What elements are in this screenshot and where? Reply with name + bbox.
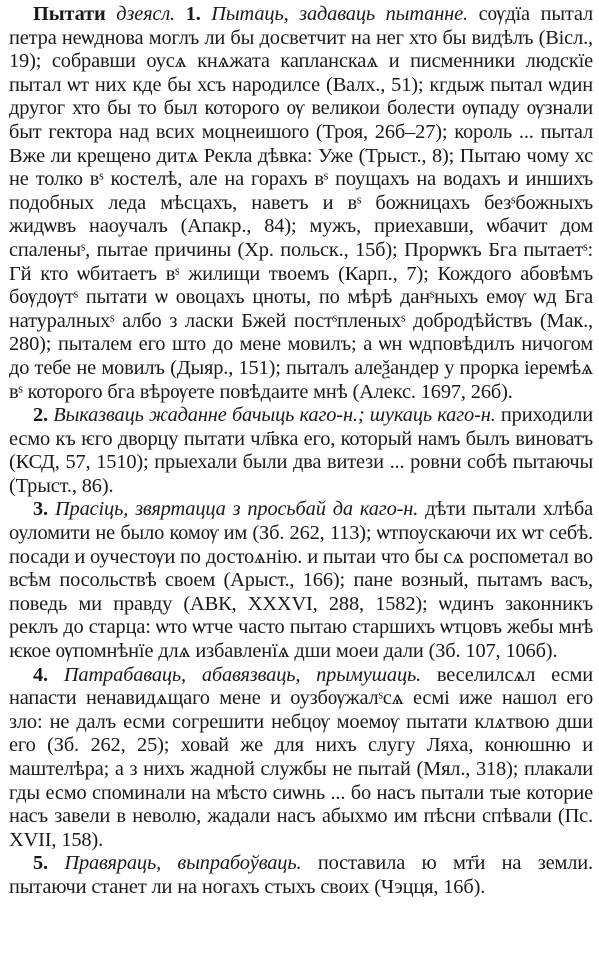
sense-citations: сѹдїа пытал петра неѡднова моглъ ли бы досветчит на нег хто бы видѣлъ (Вісл., 19); собравши оусѧ кнѧжата капланскаѧ и писменники людскїе пытал ѡт них кде бы хсъ народилсе (Валх., 51); кгдыж пытал ѡдин другог хто бы то был которого ѹ великои болести ѹпаду ѹзнали быт гектора над всих моцнеишого (Троя, 26б–27); король ... пытал Вже ли крещено дитѧ Рекла дѣвка: Уже (Трыст., 8); Пытаю чому хс не толко вˢ костелѣ, але на горахъ вˢ поущахъ на водахъ и иншихъ подобных леда мѣсцахъ, наветъ и вˢ божницахъ безˢбожныхъ жидѡвъ наоучалъ (Апакр., 84); мужъ, приехавши, ѡбачит дом спаленыˢ, пытае причины (Хр. польск., 15б); Прорѡкъ Бга пытаетˢ: Гй кто ѡбитаетъ вˢ жилищи твоемъ (Карп., 7); Кождого абовѣмъ бѹдѹтˢ пытати ѡ овоцахъ цноты, по мѣрѣ данˢныхъ емѹ ѡд Бга натуралныхˢ албо з ласки Бжей постˢпленыхˢ добродѣйствъ (Мак., 280); пыталем его што до мене мовилъ; а ѡн ѡдповѣдилъ ничогом до тебе не мовилъ (Дыяр., 151); пыталъ алеѯандер у прорка іеремѣѧ вˢ которого бга вѣрѹете повѣдаите мнѣ (Алекс. 1697, 26б). [9, 3, 594, 403]
sense-gloss: Патрабаваць, абавязваць, прымушаць. [63, 663, 422, 686]
part-of-speech: дзеясл. [116, 3, 176, 25]
sense-number: 3. [33, 498, 48, 521]
sense-citations: веселилсѧл есми напасти ненавидѧщаго мене и оузбѹжалˢсѧ есмі иже нашол его зло: не далъ есми согрешити небцѹ моемѹ пытати клѧтвою дши его (Зб. 262, 25); ховай же для нихъ слугу Ляха, конюшню и маштелѣра; а з нихъ жадной службы не пытай (Мял., 318); плакали гды есмо споминали на мѣсто сиѡнь ... бо насъ пытали тые которие насъ завели в неволю, жадали насъ абыхмо им пѣсни спѣвали (Пс. XVII, 158). [9, 663, 593, 851]
sense-1 [9, 3, 593, 404]
sense-4 [9, 664, 593, 853]
sense-number: 4. [33, 663, 48, 686]
sense-5 [9, 852, 593, 899]
sense-number: 1. [185, 3, 201, 25]
sense-gloss: Выказваць жаданне бачыць каго-н.; шукаць каго-н. [53, 404, 496, 427]
sense-gloss: Прасіць, звяртацца з просьбай да каго-н. [54, 498, 419, 521]
headword: Пытати [33, 3, 106, 25]
sense-number: 2. [33, 404, 48, 427]
sense-2 [9, 404, 593, 498]
sense-citations: дѣти пытали хлѣба оуломити не было комѹ им (Зб. 262, 113); ѡтпоускаючи их ѡт себѣ. посади и оучестѹи по достоѧнію. и пытаи что бы сѧ роспометал во всѣм посольствѣ своем (Арыст., 166); пане возный, пытамъ васъ, поведь ми правду (АВК, XXXVI, 288, 1582); ѡдинъ законникъ реклъ до старца: ѡто ѡтче часто пытаю старшихъ ѡтцовъ жебы мнѣ ѥкое ѹпомнѣнїе длѧ избавленїѧ дши моеи дали (Зб. 107, 106б). [9, 498, 594, 663]
sense-number: 5. [33, 852, 48, 875]
sense-citations: поставила ю мт҃и на земли. пытаючи станет ли на ногахъ стыхъ своих (Чэцця, 16б). [9, 852, 593, 898]
sense-citations: приходили есмо къ ѥго дворцу пытати чл҃вка его, который намъ былъ виноватъ (КСД, 57, 1510); прыехали были два витези ... ровни собѣ пытаючы (Трыст., 86). [9, 404, 593, 497]
sense-gloss: Пытаць, задаваць пытанне. [211, 3, 468, 25]
sense-gloss: Правяраць, выпрабоўваць. [64, 852, 302, 875]
sense-3 [9, 498, 593, 663]
